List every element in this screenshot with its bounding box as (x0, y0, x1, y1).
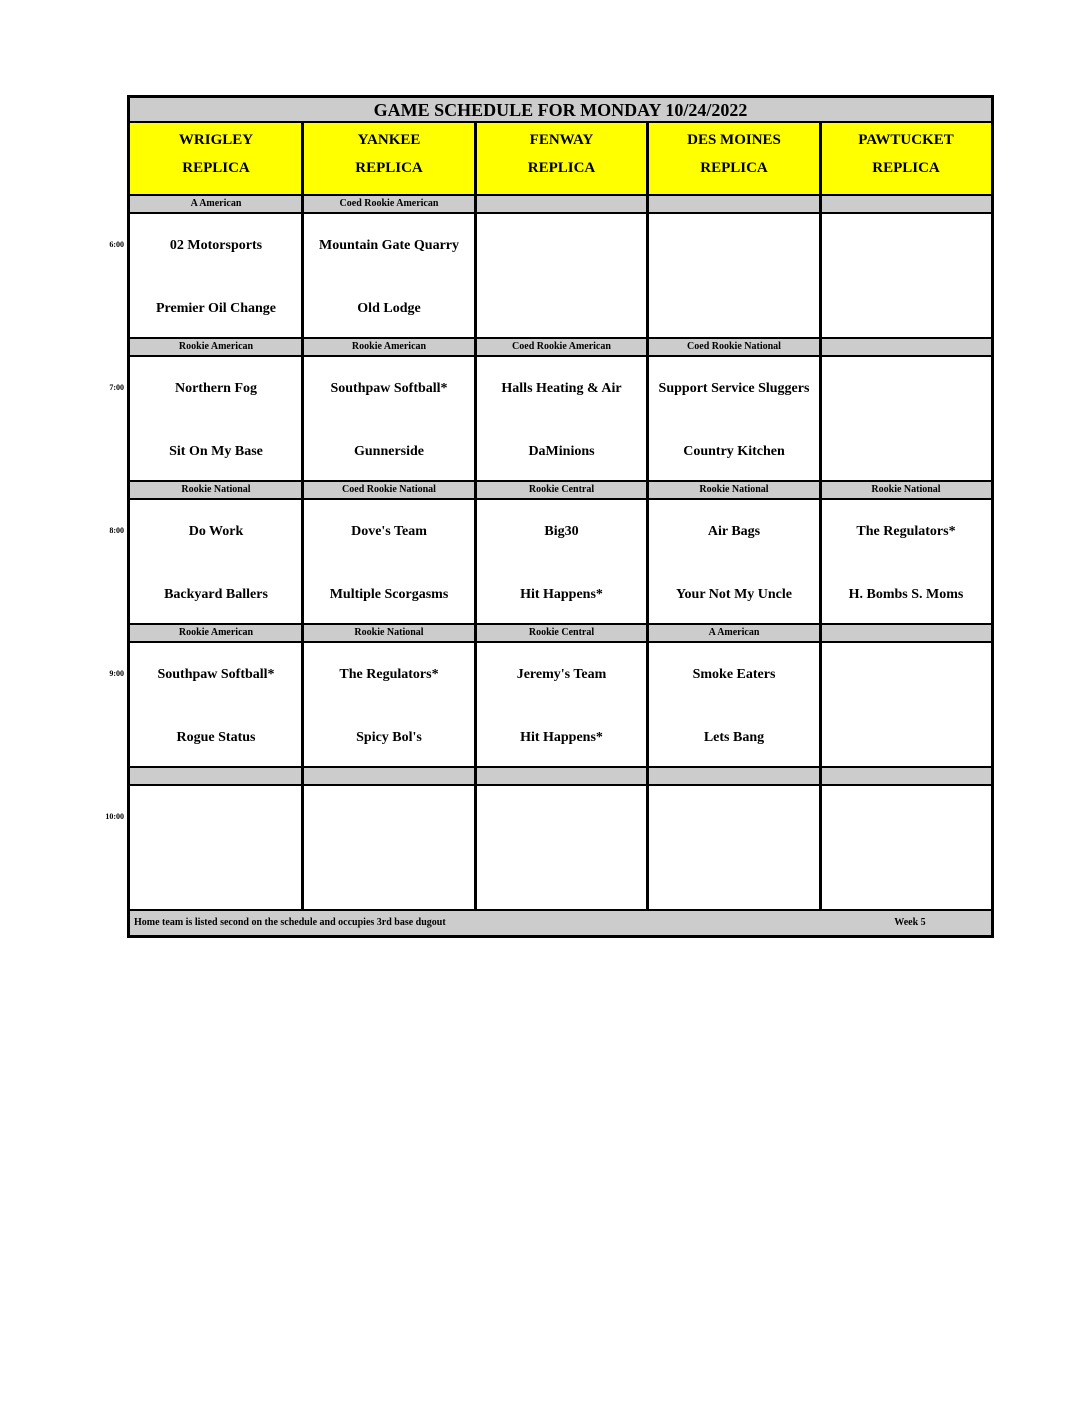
field-header-3 (648, 123, 820, 194)
division-label (130, 768, 302, 784)
time-label: 6:00 (109, 240, 124, 249)
home-team: Sit On My Base (169, 444, 263, 459)
division-row (130, 768, 991, 786)
game-row (130, 786, 991, 911)
game-cell (821, 786, 991, 909)
field-subtitle: REPLICA (527, 160, 596, 176)
division-row (130, 482, 991, 500)
division-row (130, 339, 991, 357)
division-label: Rookie Central (476, 482, 647, 498)
game-row (130, 357, 991, 482)
field-header-2 (476, 123, 647, 194)
game-cell (476, 357, 647, 480)
away-team: Jeremy's Team (516, 667, 607, 682)
division-label (648, 196, 820, 212)
column-divider (301, 123, 304, 911)
game-cell (476, 214, 647, 337)
game-cell (821, 357, 991, 480)
away-team: Northern Fog (174, 381, 258, 396)
home-team: Old Lodge (357, 301, 421, 316)
away-team: The Regulators* (339, 667, 439, 682)
away-team: Air Bags (707, 524, 761, 539)
game-cell (648, 500, 820, 623)
field-header-4 (821, 123, 991, 194)
game-cell (303, 643, 475, 766)
division-label: Rookie National (821, 482, 991, 498)
home-team: Backyard Ballers (164, 587, 268, 602)
division-label: A American (130, 196, 302, 212)
division-label (476, 768, 647, 784)
time-label: 10:00 (105, 812, 124, 821)
home-team: Country Kitchen (683, 444, 785, 459)
division-label (821, 625, 991, 641)
column-divider (819, 123, 822, 911)
home-team: Hit Happens* (520, 730, 603, 745)
game-cell (648, 643, 820, 766)
home-team: Multiple Scorgasms (329, 587, 449, 602)
game-cell (821, 643, 991, 766)
field-header-1 (303, 123, 475, 194)
division-label (476, 196, 647, 212)
time-label: 7:00 (109, 383, 124, 392)
game-cell (130, 214, 302, 337)
week-label: Week 5 (894, 917, 926, 928)
footer-bar (130, 911, 991, 935)
away-team: The Regulators* (856, 524, 956, 539)
home-team: Lets Bang (703, 730, 765, 745)
away-team: Southpaw Softball* (157, 667, 275, 682)
home-team: Gunnerside (353, 444, 424, 459)
division-label: Rookie National (303, 625, 475, 641)
division-label: Rookie National (648, 482, 820, 498)
game-cell (821, 500, 991, 623)
field-name: FENWAY (529, 132, 594, 148)
home-team: H. Bombs S. Moms (848, 587, 964, 602)
division-label: Coed Rookie American (303, 196, 475, 212)
home-team: Spicy Bol's (356, 730, 422, 745)
home-team: Hit Happens* (520, 587, 603, 602)
game-cell (303, 214, 475, 337)
field-name: YANKEE (357, 132, 421, 148)
division-label: A American (648, 625, 820, 641)
away-team: Do Work (188, 524, 244, 539)
away-team: Mountain Gate Quarry (319, 238, 459, 253)
game-cell (648, 786, 820, 909)
game-cell (303, 786, 475, 909)
home-team: Premier Oil Change (155, 301, 277, 316)
division-label: Coed Rookie American (476, 339, 647, 355)
away-team: Halls Heating & Air (501, 381, 622, 396)
field-name: WRIGLEY (178, 132, 254, 148)
game-cell (476, 643, 647, 766)
division-label: Rookie American (130, 625, 302, 641)
game-row (130, 500, 991, 625)
column-divider (646, 123, 649, 911)
schedule-title: GAME SCHEDULE FOR MONDAY 10/24/2022 (130, 98, 991, 123)
field-header-row (130, 123, 991, 196)
schedule-table (127, 95, 994, 938)
game-cell (130, 643, 302, 766)
home-team: Your Not My Uncle (675, 587, 792, 602)
division-row (130, 625, 991, 643)
home-team: Rogue Status (176, 730, 256, 745)
game-cell (648, 214, 820, 337)
away-team: Big30 (544, 524, 579, 539)
game-cell (130, 500, 302, 623)
home-team-note: Home team is listed second on the schedule and occupies 3rd base dugout (134, 917, 446, 928)
game-cell (476, 500, 647, 623)
field-subtitle: REPLICA (355, 160, 423, 176)
field-subtitle: REPLICA (700, 160, 768, 176)
field-subtitle: REPLICA (872, 160, 940, 176)
game-cell (821, 214, 991, 337)
column-divider (474, 123, 477, 911)
division-label: Rookie National (130, 482, 302, 498)
game-row (130, 643, 991, 768)
away-team: Support Service Sluggers (658, 381, 810, 396)
away-team: 02 Motorsports (169, 238, 263, 253)
home-team: DaMinions (528, 444, 595, 459)
game-cell (130, 786, 302, 909)
game-row (130, 214, 991, 339)
field-header-0 (130, 123, 302, 194)
game-cell (303, 500, 475, 623)
division-label (821, 196, 991, 212)
division-label: Rookie Central (476, 625, 647, 641)
game-cell (476, 786, 647, 909)
time-label: 9:00 (109, 669, 124, 678)
division-label: Rookie American (303, 339, 475, 355)
division-label (648, 768, 820, 784)
field-name: DES MOINES (687, 132, 781, 148)
away-team: Smoke Eaters (692, 667, 776, 682)
division-label (821, 768, 991, 784)
game-cell (130, 357, 302, 480)
division-label: Coed Rookie National (648, 339, 820, 355)
division-label: Coed Rookie National (303, 482, 475, 498)
division-row (130, 196, 991, 214)
time-label: 8:00 (109, 526, 124, 535)
game-cell (303, 357, 475, 480)
division-label (821, 339, 991, 355)
field-subtitle: REPLICA (182, 160, 250, 176)
away-team: Dove's Team (351, 524, 427, 539)
field-name: PAWTUCKET (858, 132, 954, 148)
game-cell (648, 357, 820, 480)
division-label: Rookie American (130, 339, 302, 355)
away-team: Southpaw Softball* (330, 381, 448, 396)
division-label (303, 768, 475, 784)
